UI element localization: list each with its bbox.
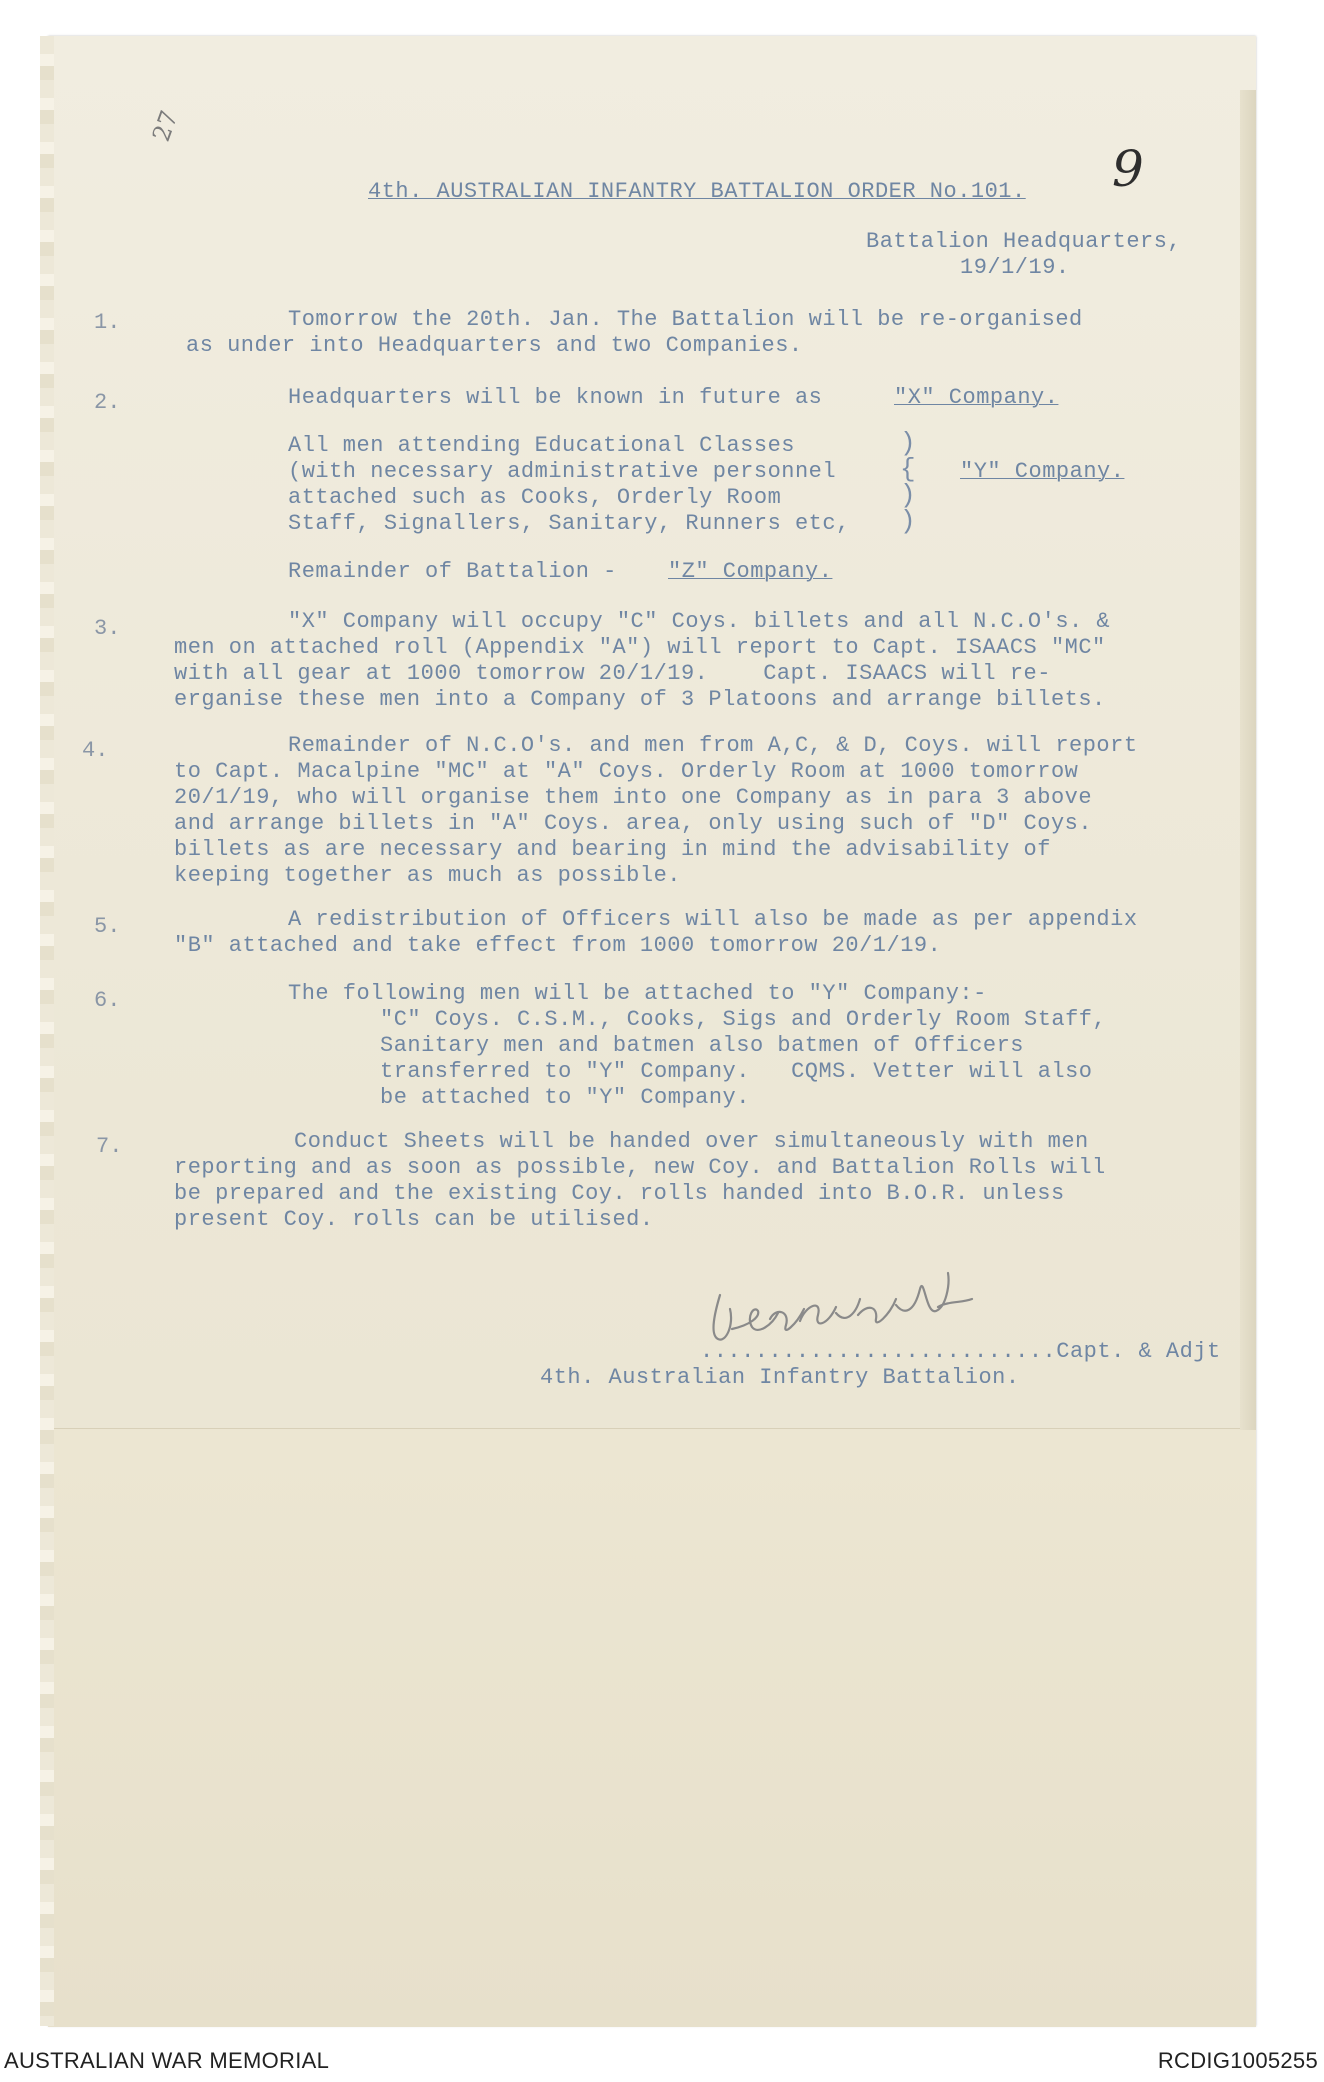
paper-fold-edge [1240, 90, 1256, 1430]
paragraph-line: Staff, Signallers, Sanitary, Runners etc, [288, 511, 850, 536]
paragraph-line: be attached to "Y" Company. [380, 1085, 750, 1110]
paragraph-line: A redistribution of Officers will also be made as per appendix [288, 907, 1138, 932]
paragraph-number: 3. [94, 616, 121, 641]
paragraph-line: Sanitary men and batmen also batmen of Officers [380, 1033, 1025, 1058]
footer-record-id: RCDIG1005255 [1157, 2048, 1318, 2073]
paragraph-number: 4. [82, 738, 109, 763]
paragraph-line: The following men will be attached to "Y" Company:- [288, 981, 987, 1006]
paragraph-line: present Coy. rolls can be utilised. [174, 1207, 654, 1232]
paragraph-line: Conduct Sheets will be handed over simultaneously with men [294, 1129, 1089, 1154]
paragraph-number: 1. [94, 310, 121, 335]
paragraph-line: Tomorrow the 20th. Jan. The Battalion will be re-organised [288, 307, 1083, 332]
paragraph-line: with all gear at 1000 tomorrow 20/1/19. Capt. ISAACS will re- [174, 661, 1051, 686]
order-location: Battalion Headquarters, [866, 229, 1182, 254]
paragraph-line: men on attached roll (Appendix "A") will report to Capt. ISAACS "MC" [174, 635, 1106, 660]
pencil-annotation: 27 [146, 106, 184, 146]
paragraph-line: transferred to "Y" Company. CQMS. Vetter will also [380, 1059, 1093, 1084]
paragraph-line: Remainder of Battalion - [288, 559, 617, 584]
paragraph-line: "B" attached and take effect from 1000 tomorrow 20/1/19. [174, 933, 942, 958]
paragraph-line: "C" Coys. C.S.M., Cooks, Sigs and Orderly Room Staff, [380, 1007, 1107, 1032]
paragraph-line: billets as are necessary and bearing in mind the advisability of [174, 837, 1051, 862]
paragraph-line: Headquarters will be known in future as [288, 385, 823, 410]
paragraph-number: 5. [94, 914, 121, 939]
paragraph-line: to Capt. Macalpine "MC" at "A" Coys. Orderly Room at 1000 tomorrow [174, 759, 1079, 784]
paragraph-line: keeping together as much as possible. [174, 863, 681, 888]
paragraph-number: 7. [96, 1134, 123, 1159]
bracket-mark: ) { ) ) [900, 428, 916, 536]
paragraph-number: 6. [94, 988, 121, 1013]
paragraph-line: Remainder of N.C.O's. and men from A,C, & D, Coys. will report [288, 733, 1138, 758]
paragraph-line: and arrange billets in "A" Coys. area, only using such of "D" Coys. [174, 811, 1093, 836]
signature-line: ..........................Capt. & Adjt [700, 1339, 1221, 1364]
order-title: 4th. AUSTRALIAN INFANTRY BATTALION ORDER No.101. [368, 179, 1026, 204]
order-date: 19/1/19. [960, 255, 1070, 280]
paragraph-line: be prepared and the existing Coy. rolls handed into B.O.R. unless [174, 1181, 1065, 1206]
paragraph-line: erganise these men into a Company of 3 Platoons and arrange billets. [174, 687, 1106, 712]
page-number: 9 [1112, 140, 1144, 198]
paragraph-line: reporting and as soon as possible, new Coy. and Battalion Rolls will [174, 1155, 1106, 1180]
torn-left-edge [40, 36, 54, 2026]
paragraph-number: 2. [94, 390, 121, 415]
paragraph-line: "X" Company will occupy "C" Coys. billets and all N.C.O's. & [288, 609, 1111, 634]
document-lower-sheet [48, 1428, 1256, 2027]
paragraph-line: (with necessary administrative personnel [288, 459, 837, 484]
signature-unit: 4th. Australian Infantry Battalion. [540, 1365, 1020, 1390]
paragraph-line: All men attending Educational Classes [288, 433, 795, 458]
paragraph-line: 20/1/19, who will organise them into one Company as in para 3 above [174, 785, 1093, 810]
paragraph-line: attached such as Cooks, Orderly Room [288, 485, 782, 510]
company-z-label: "Z" Company. [668, 559, 833, 584]
company-y-label: "Y" Company. [960, 459, 1125, 484]
footer-institution: AUSTRALIAN WAR MEMORIAL [4, 2048, 330, 2073]
company-x-label: "X" Company. [894, 385, 1059, 410]
paragraph-line: as under into Headquarters and two Companies. [186, 333, 803, 358]
handwritten-signature [700, 1255, 980, 1350]
